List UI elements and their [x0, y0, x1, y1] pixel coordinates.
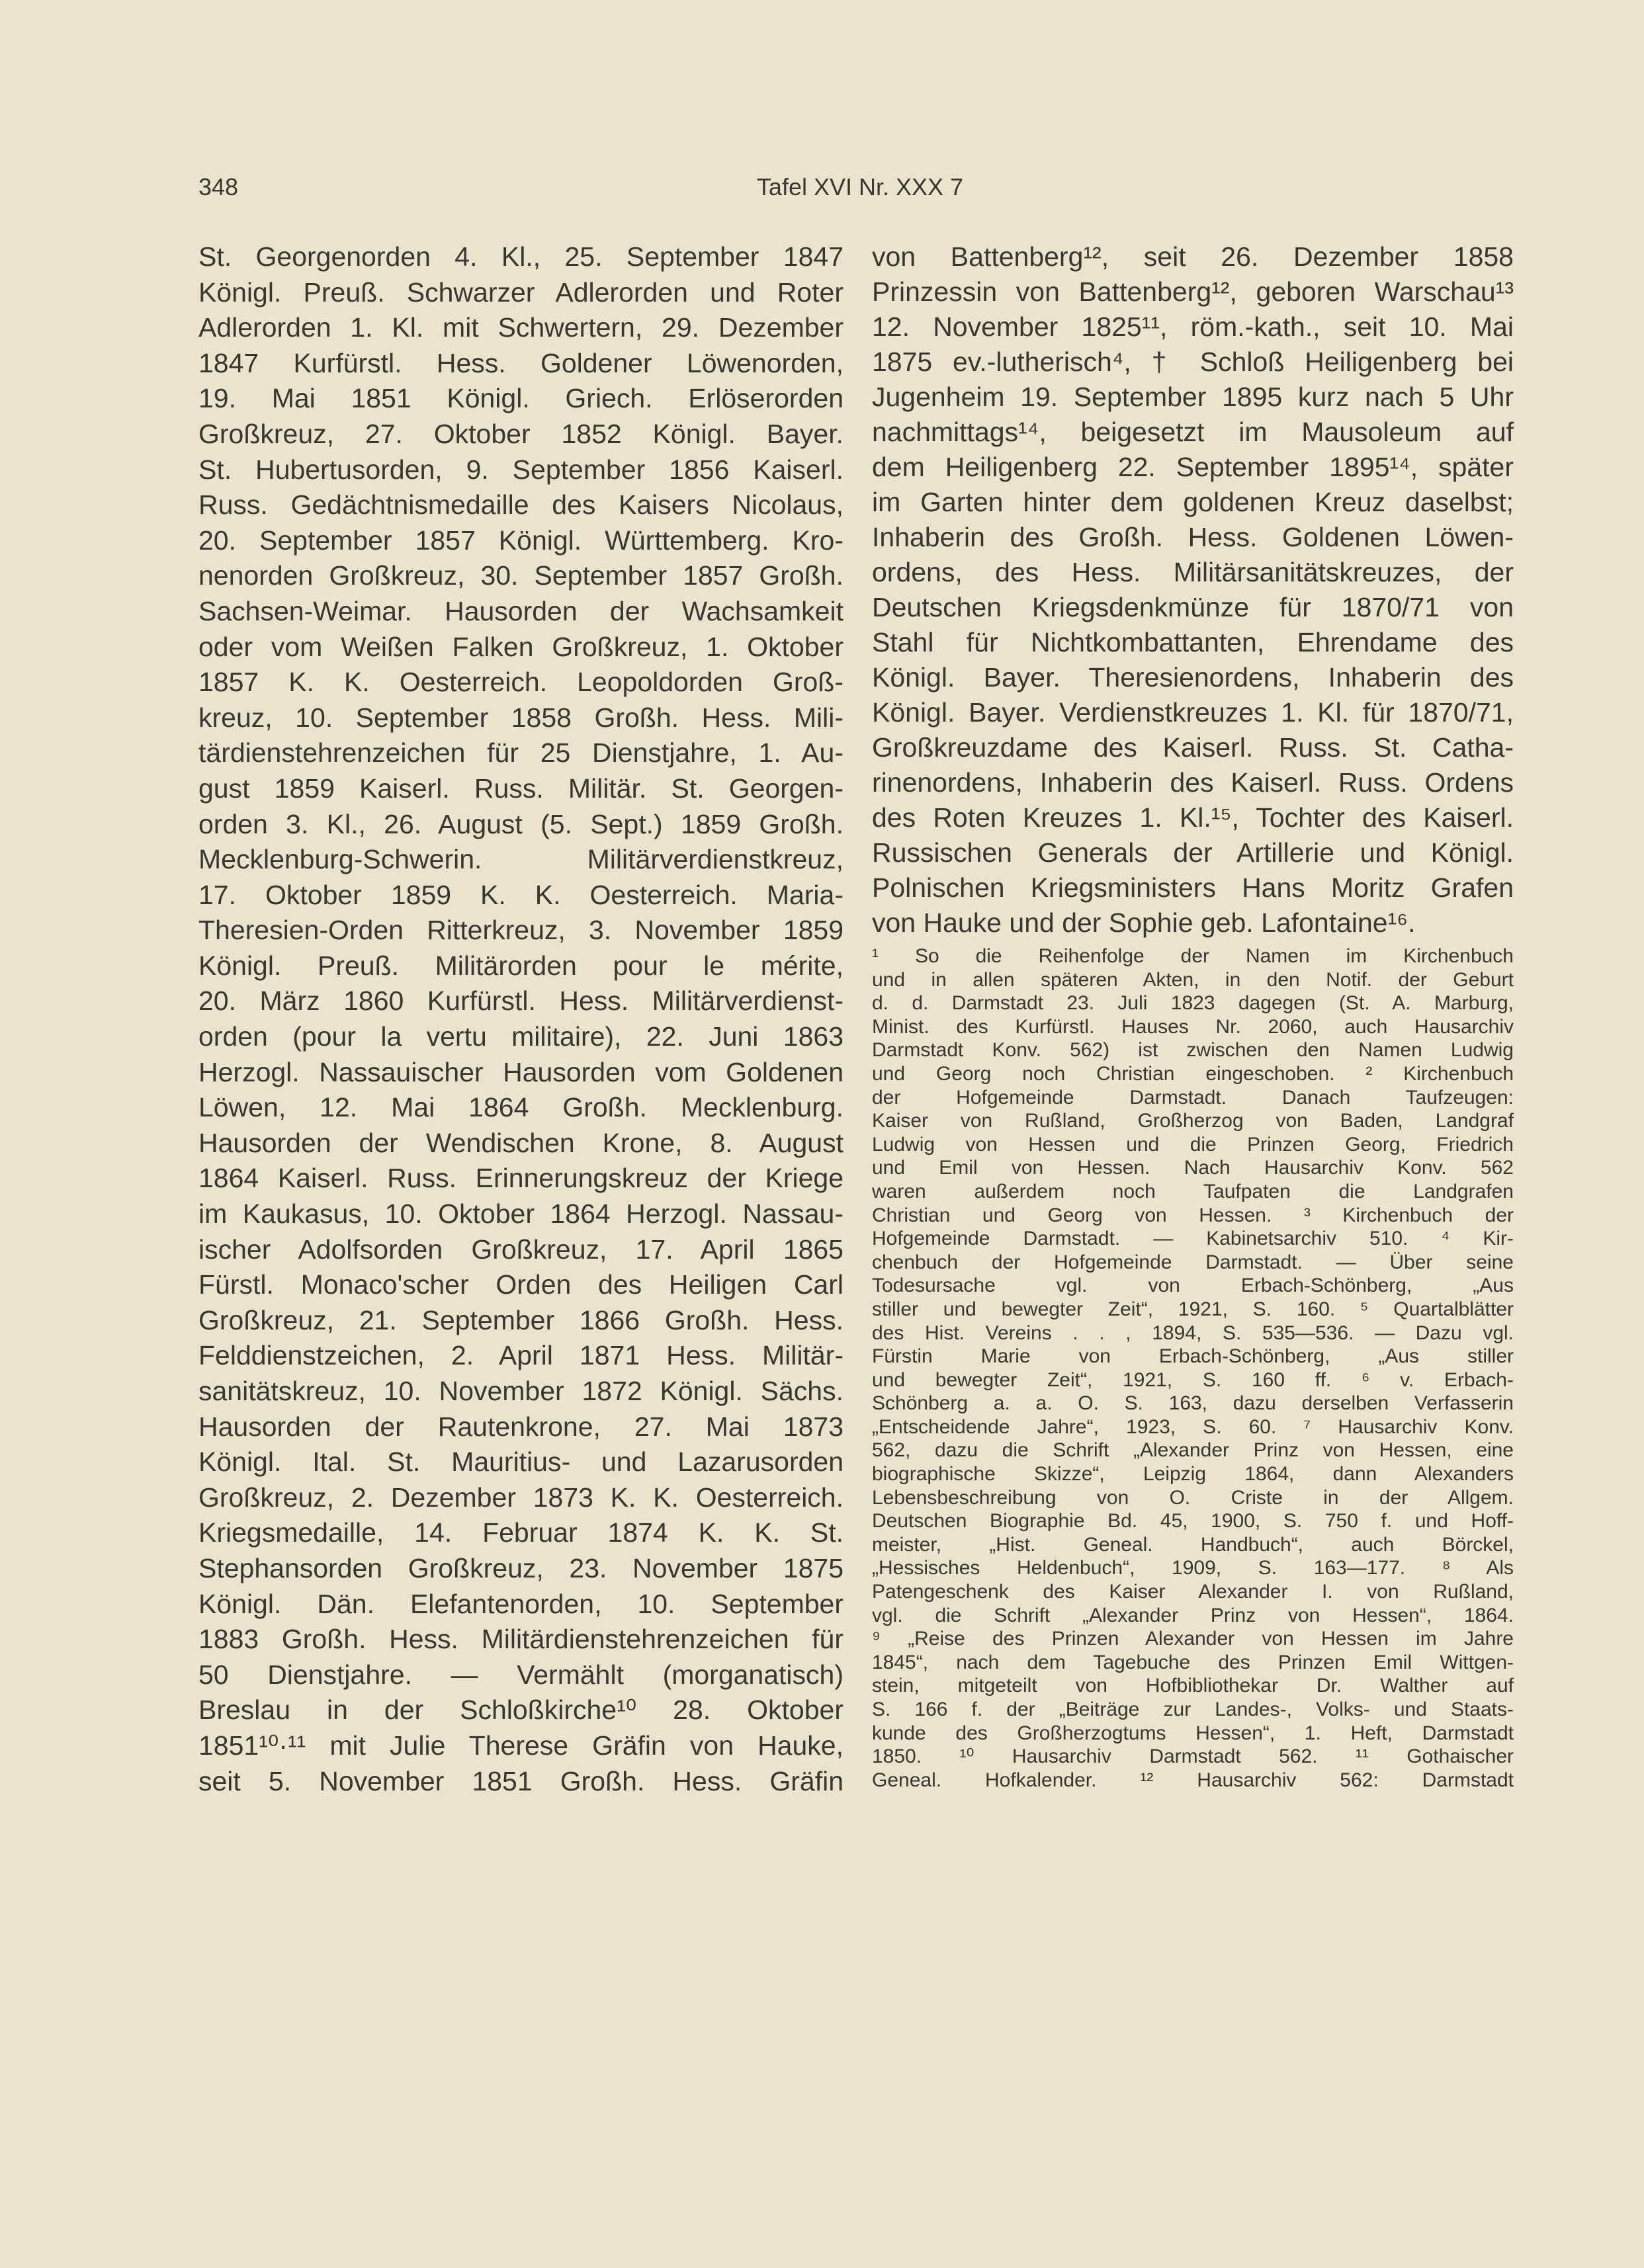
footnote-line: S. 166 f. der „Beiträge zur Landes-, Volks- und Staats- — [872, 1699, 1514, 1720]
text-line: von Hauke und der Sophie geb. Lafontaine¹⁶. — [872, 907, 1416, 938]
text-line: 1851¹⁰·¹¹ mit Julie Therese Gräfin von Hauke, — [198, 1730, 844, 1761]
footnote-line: Ludwig von Hessen und die Prinzen Georg, Friedrich — [872, 1133, 1514, 1155]
text-line: 50 Dienstjahre. — Vermählt (morganatisch) — [198, 1659, 844, 1690]
text-line: 19. Mai 1851 Königl. Griech. Erlöserorden — [198, 383, 844, 414]
text-line: Königl. Preuß. Schwarzer Adlerorden und Roter — [198, 276, 844, 308]
text-line: nenorden Großkreuz, 30. September 1857 Großh. — [198, 560, 844, 591]
footnote-line: Lebensbeschreibung von O. Criste in der Allgem. — [872, 1486, 1514, 1509]
text-line: Adlerorden 1. Kl. mit Schwertern, 29. Dezember — [198, 312, 844, 343]
footnote-line: und in allen späteren Akten, in den Notif. der Geburt — [872, 968, 1514, 991]
footnote-line: 1845“, nach dem Tagebuche des Prinzen Emil Wittgen- — [872, 1651, 1514, 1673]
text-line: 1883 Großh. Hess. Militärdienstehrenzeichen für — [198, 1624, 844, 1655]
text-line: kreuz, 10. September 1858 Großh. Hess. Mili- — [198, 702, 844, 733]
text-line: Großkreuz, 2. Dezember 1873 K. K. Oesterreich. — [198, 1482, 844, 1513]
text-line: 1875 ev.-lutherisch⁴, † Schloß Heiligenberg bei — [872, 347, 1514, 377]
text-line: des Roten Kreuzes 1. Kl.¹⁵, Tochter des Kaiserl. — [872, 802, 1514, 833]
text-line: Russischen Generals der Artillerie und Königl. — [872, 837, 1514, 868]
text-line: im Garten hinter dem goldenen Kreuz daselbst; — [872, 487, 1514, 517]
footnote-line: ¹ So die Reihenfolge der Namen im Kirchenbuch — [872, 945, 1514, 967]
text-line: Hausorden der Rautenkrone, 27. Mai 1873 — [198, 1411, 844, 1442]
footnotes — [872, 945, 1514, 1792]
footnote-line: Patengeschenk des Kaiser Alexander I. von Rußland, — [872, 1581, 1514, 1603]
text-line: Prinzessin von Battenberg¹², geboren Warschau¹³ — [872, 276, 1514, 307]
text-line: Großkreuz, 21. September 1866 Großh. Hess. — [198, 1304, 844, 1335]
footnote-line: d. d. Darmstadt 23. Juli 1823 dagegen (St. A. Marburg, — [872, 992, 1514, 1015]
text-line: Löwen, 12. Mai 1864 Großh. Mecklenburg. — [198, 1092, 844, 1123]
text-line: Königl. Bayer. Theresienordens, Inhaberin des — [872, 662, 1514, 693]
footnote-line: ⁹ „Reise des Prinzen Alexander von Hessen im Jahre — [872, 1628, 1514, 1650]
text-line: im Kaukasus, 10. Oktober 1864 Herzogl. Nassau- — [198, 1198, 844, 1230]
text-line: Theresien-Orden Ritterkreuz, 3. November 1859 — [198, 915, 844, 946]
text-line: rinenordens, Inhaberin des Kaiserl. Russ. Ordens — [872, 767, 1514, 798]
text-line: St. Georgenorden 4. Kl., 25. September 1847 — [198, 241, 844, 272]
text-line: Stahl für Nichtkombattanten, Ehrendame des — [872, 627, 1514, 657]
footnote-line: Geneal. Hofkalender. ¹² Hausarchiv 562: Darmstadt — [872, 1769, 1514, 1791]
footnote-line: Darmstadt Konv. 562) ist zwischen den Namen Ludwig — [872, 1039, 1514, 1062]
text-line: 20. September 1857 Königl. Württemberg. Kro- — [198, 525, 844, 556]
footnote-line: der Hofgemeinde Darmstadt. Danach Taufzeugen: — [872, 1086, 1514, 1109]
footnote-line: Kaiser von Rußland, Großherzog von Baden, Landgraf — [872, 1110, 1514, 1132]
footnote-line: „Entscheidende Jahre“, 1923, S. 60. ⁷ Hausarchiv Konv. — [872, 1415, 1514, 1438]
text-line: Felddienstzeichen, 2. April 1871 Hess. Militär- — [198, 1340, 844, 1371]
footnote-line: Minist. des Kurfürstl. Hauses Nr. 2060, auch Hausarchiv — [872, 1015, 1514, 1038]
text-line: Stephansorden Großkreuz, 23. November 1875 — [198, 1552, 844, 1583]
footnote-line: vgl. die Schrift „Alexander Prinz von Hessen“, 1864. — [872, 1604, 1514, 1626]
text-line: 20. März 1860 Kurfürstl. Hess. Militärverdienst- — [198, 986, 844, 1017]
text-line: Königl. Ital. St. Mauritius- und Lazarusorden — [198, 1447, 844, 1478]
footnote-line: und Emil von Hessen. Nach Hausarchiv Konv. 562 — [872, 1157, 1514, 1179]
text-line: Königl. Dän. Elefantenorden, 10. September — [198, 1588, 844, 1619]
text-line: Inhaberin des Großh. Hess. Goldenen Löwen- — [872, 522, 1514, 552]
text-line: Deutschen Kriegsdenkmünze für 1870/71 von — [872, 592, 1514, 622]
text-line: 1864 Kaiserl. Russ. Erinnerungskreuz der Kriege — [198, 1163, 844, 1194]
footnote-line: chenbuch der Hofgemeinde Darmstadt. — Über seine — [872, 1251, 1514, 1273]
footnote-line: meister, „Hist. Geneal. Handbuch“, auch Börckel, — [872, 1533, 1514, 1556]
text-line: Mecklenburg-Schwerin. Militärverdienstkreuz, — [198, 844, 844, 875]
text-line: von Battenberg¹², seit 26. Dezember 1858 — [872, 241, 1514, 272]
footnote-line: Hofgemeinde Darmstadt. — Kabinetsarchiv 510. ⁴ Kir- — [872, 1228, 1514, 1250]
footnote-line: und Georg noch Christian eingeschoben. ² Kirchenbuch — [872, 1062, 1514, 1085]
footnote-line: Todesursache vgl. von Erbach-Schönberg, „Aus — [872, 1275, 1514, 1297]
running-head: Tafel XVI Nr. XXX 7 — [756, 173, 964, 200]
footnote-line: Christian und Georg von Hessen. ³ Kirchenbuch der — [872, 1204, 1514, 1226]
text-line: gust 1859 Kaiserl. Russ. Militär. St. Georgen- — [198, 773, 844, 804]
footnote-line: und bewegter Zeit“, 1921, S. 160 ff. ⁶ v. Erbach- — [872, 1368, 1514, 1391]
footnote-line: des Hist. Vereins . . , 1894, S. 535—536. — Dazu vgl. — [872, 1322, 1514, 1344]
footnote-line: Fürstin Marie von Erbach-Schönberg, „Aus stiller — [872, 1345, 1514, 1368]
text-line: seit 5. November 1851 Großh. Hess. Gräfin — [198, 1765, 844, 1796]
text-line: dem Heiligenberg 22. September 1895¹⁴, später — [872, 452, 1514, 482]
text-line: Herzogl. Nassauischer Hausorden vom Goldenen — [198, 1056, 844, 1087]
text-line: ischer Adolfsorden Großkreuz, 17. April 1865 — [198, 1234, 844, 1265]
text-line: 1847 Kurfürstl. Hess. Goldener Löwenorden, — [198, 347, 844, 378]
text-line: Sachsen-Weimar. Hausorden der Wachsamkeit — [198, 595, 844, 626]
text-line: 17. Oktober 1859 K. K. Oesterreich. Maria- — [198, 879, 844, 910]
text-line: ordens, des Hess. Militärsanitätskreuzes, der — [872, 557, 1514, 587]
footnote-line: biographische Skizze“, Leipzig 1864, dann Alexanders — [872, 1463, 1514, 1486]
footnote-line: Deutschen Biographie Bd. 45, 1900, S. 750 f. und Hoff- — [872, 1510, 1514, 1533]
footnote-line: waren außerdem noch Taufpaten die Landgrafen — [872, 1180, 1514, 1202]
text-line: 1857 K. K. Oesterreich. Leopoldorden Groß- — [198, 667, 844, 698]
text-line: Russ. Gedächtnismedaille des Kaisers Nicolaus, — [198, 489, 844, 521]
text-line: Großkreuz, 27. Oktober 1852 Königl. Bayer. — [198, 418, 844, 449]
footnote-line: Schönberg a. a. O. S. 163, dazu derselben Verfasserin — [872, 1392, 1514, 1415]
text-line: nachmittags¹⁴, beigesetzt im Mausoleum auf — [872, 417, 1514, 447]
text-line: 12. November 1825¹¹, röm.-kath., seit 10. Mai — [872, 312, 1514, 342]
footnote-line: stiller und bewegter Zeit“, 1921, S. 160. ⁵ Quartalblätter — [872, 1298, 1514, 1320]
text-line: oder vom Weißen Falken Großkreuz, 1. Oktober — [198, 631, 844, 662]
footnote-line: 1850. ¹⁰ Hausarchiv Darmstadt 562. ¹¹ Gothaischer — [872, 1745, 1514, 1768]
footnote-line: 562, dazu die Schrift „Alexander Prinz von Hessen, eine — [872, 1439, 1514, 1462]
page-number: 348 — [198, 173, 239, 200]
text-line: St. Hubertusorden, 9. September 1856 Kaiserl. — [198, 454, 844, 485]
text-line: sanitätskreuz, 10. November 1872 Königl. Sächs. — [198, 1376, 844, 1406]
text-line: Hausorden der Wendischen Krone, 8. August — [198, 1127, 844, 1158]
footnote-line: stein, mitgeteilt von Hofbibliothekar Dr. Walther auf — [872, 1675, 1514, 1697]
text-line: Fürstl. Monaco'scher Orden des Heiligen Carl — [198, 1269, 844, 1300]
text-line: orden (pour la vertu militaire), 22. Juni 1863 — [198, 1021, 844, 1052]
text-line: tärdienstehrenzeichen für 25 Dienstjahre, 1. Au- — [198, 737, 844, 769]
left-column-text — [198, 239, 844, 1799]
text-line: Jugenheim 19. September 1895 kurz nach 5 Uhr — [872, 382, 1514, 412]
text-line: Breslau in der Schloßkirche¹⁰ 28. Oktober — [198, 1695, 844, 1726]
text-line: orden 3. Kl., 26. August (5. Sept.) 1859 Großh. — [198, 808, 844, 839]
footnote-line: „Hessisches Heldenbuch“, 1909, S. 163—177. ⁸ Als — [872, 1557, 1514, 1579]
text-line: Königl. Preuß. Militärorden pour le mérite, — [198, 950, 844, 981]
footnote-line: kunde des Großherzogtums Hessen“, 1. Heft, Darmstadt — [872, 1722, 1514, 1744]
text-line: Kriegsmedaille, 14. Februar 1874 K. K. St. — [198, 1517, 844, 1548]
text-line: Großkreuzdame des Kaiserl. Russ. St. Catha- — [872, 732, 1514, 763]
right-column-text — [872, 239, 1514, 941]
text-line: Polnischen Kriegsministers Hans Moritz Grafen — [872, 872, 1514, 903]
text-line: Königl. Bayer. Verdienstkreuzes 1. Kl. für 1870/71, — [872, 697, 1514, 728]
